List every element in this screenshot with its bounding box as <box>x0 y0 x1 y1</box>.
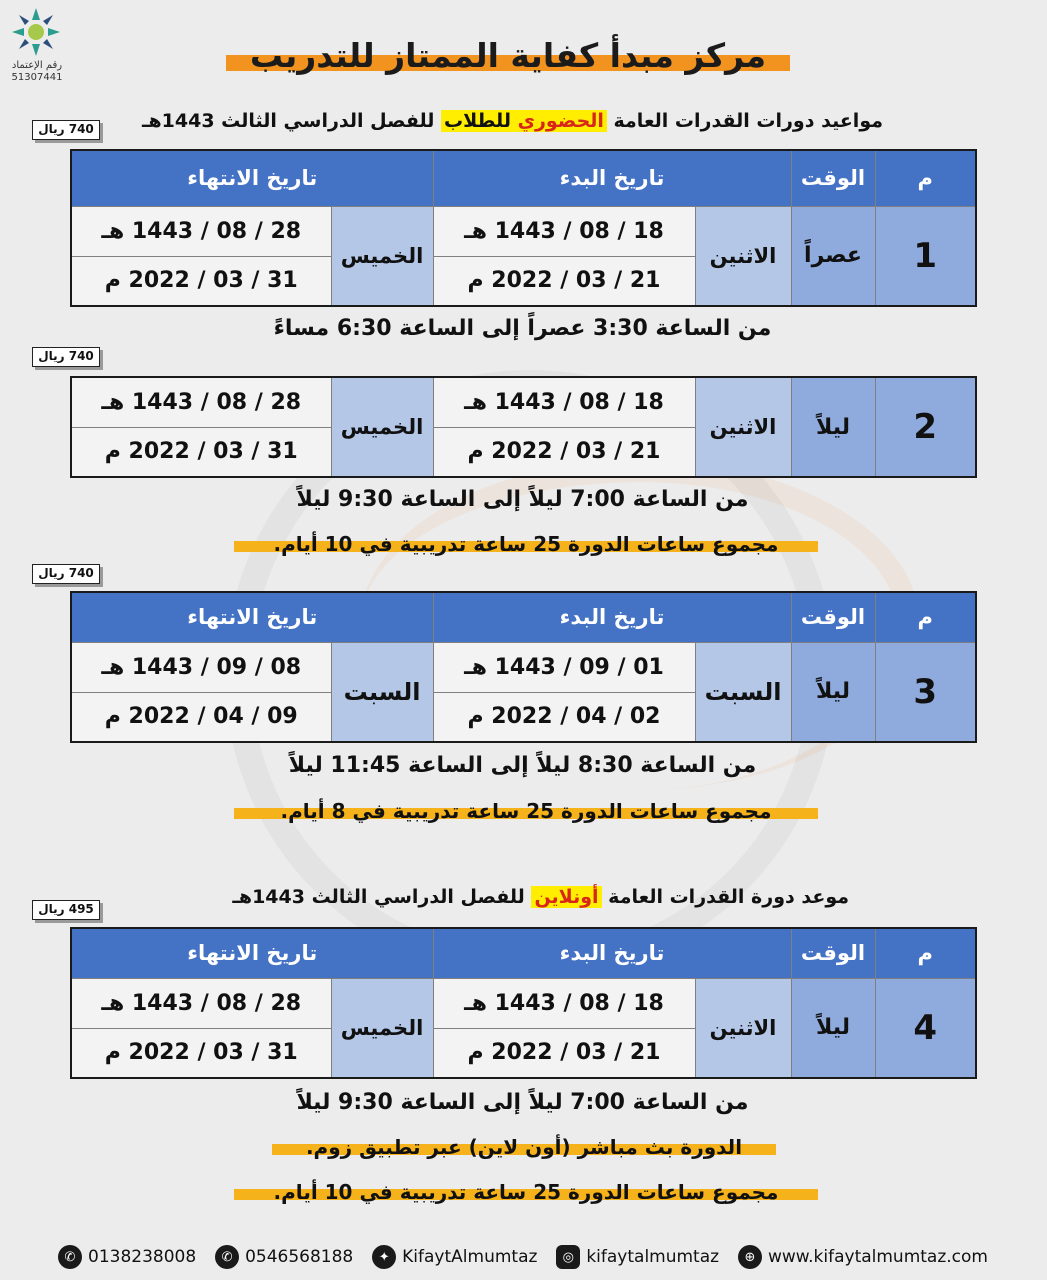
course-time: ليلاً <box>791 978 875 1078</box>
whatsapp-number: 0546568188 <box>245 1247 354 1267</box>
page-title: مركز مبدأ كفاية الممتاز للتدريب <box>249 36 767 75</box>
end-hijri: 28 / 08 / 1443 هـ <box>71 377 331 427</box>
header-num: م <box>875 928 976 978</box>
hours-line: من الساعة 7:00 ليلاً إلى الساعة 9:30 ليلاً <box>296 487 749 512</box>
header-end: تاريخ الانتهاء <box>71 928 433 978</box>
phone-contact[interactable] <box>58 1245 196 1269</box>
end-day: السبت <box>331 642 433 742</box>
twitter-contact[interactable] <box>372 1245 537 1269</box>
online-intro-after: للفصل الدراسي الثالث 1443هـ <box>232 886 532 908</box>
header-end: تاريخ الانتهاء <box>71 592 433 642</box>
start-day: السبت <box>695 642 791 742</box>
start-day: الاثنين <box>695 377 791 477</box>
start-gregorian: 21 / 03 / 2022 م <box>433 1028 695 1078</box>
accreditation-caption <box>2 60 72 84</box>
course-number: 2 <box>875 377 976 477</box>
header-start: تاريخ البدء <box>433 150 791 206</box>
header-time: الوقت <box>791 150 875 206</box>
schedule-table-3 <box>70 591 977 743</box>
price-tag: 740 ريال <box>32 120 100 140</box>
accreditation-logo-icon <box>10 6 62 58</box>
start-gregorian: 21 / 03 / 2022 م <box>433 427 695 477</box>
whatsapp-icon: ✆ <box>215 1245 239 1269</box>
phone-icon: ✆ <box>58 1245 82 1269</box>
instagram-handle: kifaytalmumtaz <box>586 1247 720 1267</box>
online-intro-before: موعد دورة القدرات العامة <box>601 886 849 908</box>
end-gregorian: 09 / 04 / 2022 م <box>71 692 331 742</box>
course-number: 4 <box>875 978 976 1078</box>
header-num: م <box>875 592 976 642</box>
schedule-table-4 <box>70 927 977 1079</box>
instagram-icon: ◎ <box>556 1245 580 1269</box>
online-intro-line <box>89 886 849 908</box>
end-gregorian: 31 / 03 / 2022 م <box>71 427 331 477</box>
accreditation-number: 51307441 <box>11 72 63 83</box>
whatsapp-contact[interactable] <box>215 1245 353 1269</box>
hours-line: من الساعة 7:00 ليلاً إلى الساعة 9:30 ليلاً <box>296 1090 749 1115</box>
header-num: م <box>875 150 976 206</box>
online-intro-highlight: أونلاين <box>531 886 601 908</box>
end-day: الخميس <box>331 377 433 477</box>
twitter-handle: KifaytAlmumtaz <box>402 1247 538 1267</box>
start-hijri: 18 / 08 / 1443 هـ <box>433 377 695 427</box>
end-hijri: 28 / 08 / 1443 هـ <box>71 206 331 256</box>
start-gregorian: 02 / 04 / 2022 م <box>433 692 695 742</box>
globe-icon: ⊕ <box>738 1245 762 1269</box>
instagram-contact[interactable] <box>556 1245 719 1269</box>
website-url: www.kifaytalmumtaz.com <box>767 1247 988 1267</box>
end-gregorian: 31 / 03 / 2022 م <box>71 1028 331 1078</box>
total-hours-line: مجموع ساعات الدورة 25 ساعة تدريبية في 8 أيام. <box>280 799 772 823</box>
end-hijri: 08 / 09 / 1443 هـ <box>71 642 331 692</box>
hours-line: من الساعة 3:30 عصراً إلى الساعة 6:30 مساءً <box>273 316 772 341</box>
end-day: الخميس <box>331 978 433 1078</box>
start-hijri: 01 / 09 / 1443 هـ <box>433 642 695 692</box>
contact-footer <box>58 1243 988 1271</box>
header-start: تاريخ البدء <box>433 928 791 978</box>
intro-highlight-red: الحضوري <box>517 110 604 132</box>
course-time: ليلاً <box>791 377 875 477</box>
start-day: الاثنين <box>695 206 791 306</box>
start-hijri: 18 / 08 / 1443 هـ <box>433 206 695 256</box>
header-start: تاريخ البدء <box>433 592 791 642</box>
phone-number: 0138238008 <box>88 1247 197 1267</box>
header-time: الوقت <box>791 928 875 978</box>
course-number: 1 <box>875 206 976 306</box>
schedule-table-1 <box>70 149 977 307</box>
twitter-icon: ✦ <box>372 1245 396 1269</box>
price-tag: 740 ريال <box>32 564 100 584</box>
total-hours-line: مجموع ساعات الدورة 25 ساعة تدريبية في 10 أيام. <box>273 1180 779 1204</box>
header-time: الوقت <box>791 592 875 642</box>
header-end: تاريخ الانتهاء <box>71 150 433 206</box>
price-tag: 740 ريال <box>32 347 100 367</box>
total-hours-line: مجموع ساعات الدورة 25 ساعة تدريبية في 10 أيام. <box>273 532 779 556</box>
accreditation-label: رقم الإعتماد <box>11 60 63 71</box>
hours-line: من الساعة 8:30 ليلاً إلى الساعة 11:45 ليلاً <box>288 753 757 778</box>
end-day: الخميس <box>331 206 433 306</box>
online-note-line: الدورة بث مباشر (أون لاين) عبر تطبيق زوم. <box>305 1135 743 1159</box>
course-time: ليلاً <box>791 642 875 742</box>
intro-before: مواعيد دورات القدرات العامة <box>606 110 883 132</box>
intro-after: للفصل الدراسي الثالث 1443هـ <box>141 110 442 132</box>
schedule-table-2 <box>70 376 977 478</box>
course-time: عصراً <box>791 206 875 306</box>
course-number: 3 <box>875 642 976 742</box>
intro-highlight <box>441 110 607 132</box>
end-gregorian: 31 / 03 / 2022 م <box>71 256 331 306</box>
start-day: الاثنين <box>695 978 791 1078</box>
price-tag: 495 ريال <box>32 900 100 920</box>
website-contact[interactable] <box>738 1245 988 1269</box>
start-hijri: 18 / 08 / 1443 هـ <box>433 978 695 1028</box>
end-hijri: 28 / 08 / 1443 هـ <box>71 978 331 1028</box>
intro-line <box>83 110 883 132</box>
intro-highlight-rest: للطلاب <box>444 110 518 132</box>
start-gregorian: 21 / 03 / 2022 م <box>433 256 695 306</box>
